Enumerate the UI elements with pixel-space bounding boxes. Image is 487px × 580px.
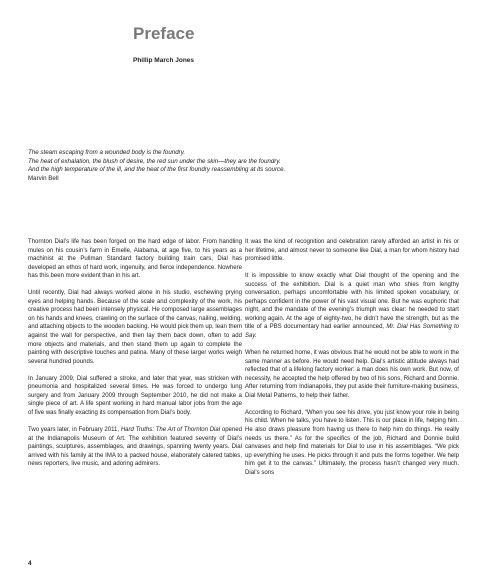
paragraph [245,272,459,340]
epigraph-attribution: Marvin Bell [28,174,59,182]
page-number: 4 [28,560,32,567]
paragraph: Thornton Dial’s life has been forged on the hard edge of labor. From handling mules on his cousin’s farm in Emelle, Alabama, at age five, to his years as a machinist at the Pullman Standard factory building train cars, Dial has developed an ethos of hard work, ingenuity, and fierce independence. Nowhere has this been more evident than in his art. [28,239,242,280]
paragraph: When he returned home, it was obvious that he would not be able to work in the same manner as before. He would need help. Dial’s artistic attitude always had reflected that of a lifelong factory worker: a man does his own work. But now, of necessity, he accepted the help offered by two of his sons, Richard and Donnie. After returning from Indianapolis, they put aside their furniture-making business, Dial Metal Patterns, to help their father. [245,350,459,399]
epigraph-line: The heat of exhalation, the blush of desire, the red sun under the skin—they are the foundry. [28,157,281,165]
body-column-right [245,238,459,486]
paragraph: According to Richard, “When you see his drive, you just know your role in being his child. When he talks, you have to listen. This is our place in life, helping him. He also draws pleasure from having us there to help him do things. He really needs us there.” As for the specifics of the job, Richard and Donnie build canvases and help find materials for Dial to use in his assemblages. “We pick up everything he uses. He picks through it and puts the forms together. We help him get it to the canvas.” Ultimately, the process hasn’t changed very much. Dial’s sons [245,409,459,476]
body-column-left [28,238,242,477]
documentary-title: Mr. Dial Has Something to Say. [245,324,459,340]
paragraph: Until recently, Dial had always worked alone in his studio, eschewing prying eyes and helping hands. Because of the scale and complexity of the work, his creative process had been intensely physical. He composed large assemblages on his hands and knees, crawling on the surface of the canvas, nailing, welding, and attaching objects to the wooden backing. He would pick them up, lean them against the wall for perspective, and then lay them back down, often to add more objects and materials, and then stand them up again to complete the painting with descriptive touches and patina. Many of these larger works weigh several hundred pounds. [28,290,242,365]
author-byline: Phillip March Jones [133,57,195,64]
epigraph-line: The steam escaping from a wounded body is the foundry. [28,149,186,156]
exhibition-title: Hard Truths: The Art of Thornton Dial [120,427,221,434]
text-run: Two years later, in February 2011, [28,427,121,434]
epigraph [28,149,458,183]
paragraph [28,426,242,469]
epigraph-line: And the high temperature of the ill, and the heat of the first foundry reassembling at its source. [28,166,286,174]
paragraph: It was the kind of recognition and celebration rarely afforded an artist in his or her lifetime, and almost never to someone like Dial, a man for whom history had promised little. [245,239,459,263]
text-run: It is impossible to know exactly what Dial thought of the opening and the success of the exhibition. Dial is a quiet man who shies from lengthy conversation, perhaps uncomfortable with his limited spoken vocabulary, or perhaps confident in the power of his vast visual one. But he was euphoric that night, and the mandate of the evening’s triumph was clear: he needed to start working again. At the age of eighty-two, he didn’t have the strength, but as the title of a PBS documentary had earlier announced, [245,273,459,331]
text-run: opened at the Indianapolis Museum of Art. The exhibition featured seventy of Dial’s paintings, sculptures, assemblages, and drawings, spanning twenty years. Dial arrived with his family at the IMA to a packed house, elaborately catered tables, news reporters, live music, and adoring admirers. [28,427,243,468]
paragraph: In January 2009, Dial suffered a stroke, and later that year, was stricken with pneumonia and hospitalized several times. He was forced to undergo lung surgery and from January 2009 through September 2010, he did not make a single piece of art. A life spent working in hard manual labor jobs from the age of five was finally exacting its compensation from Dial’s body. [28,375,242,416]
page-title: Preface [133,24,195,43]
